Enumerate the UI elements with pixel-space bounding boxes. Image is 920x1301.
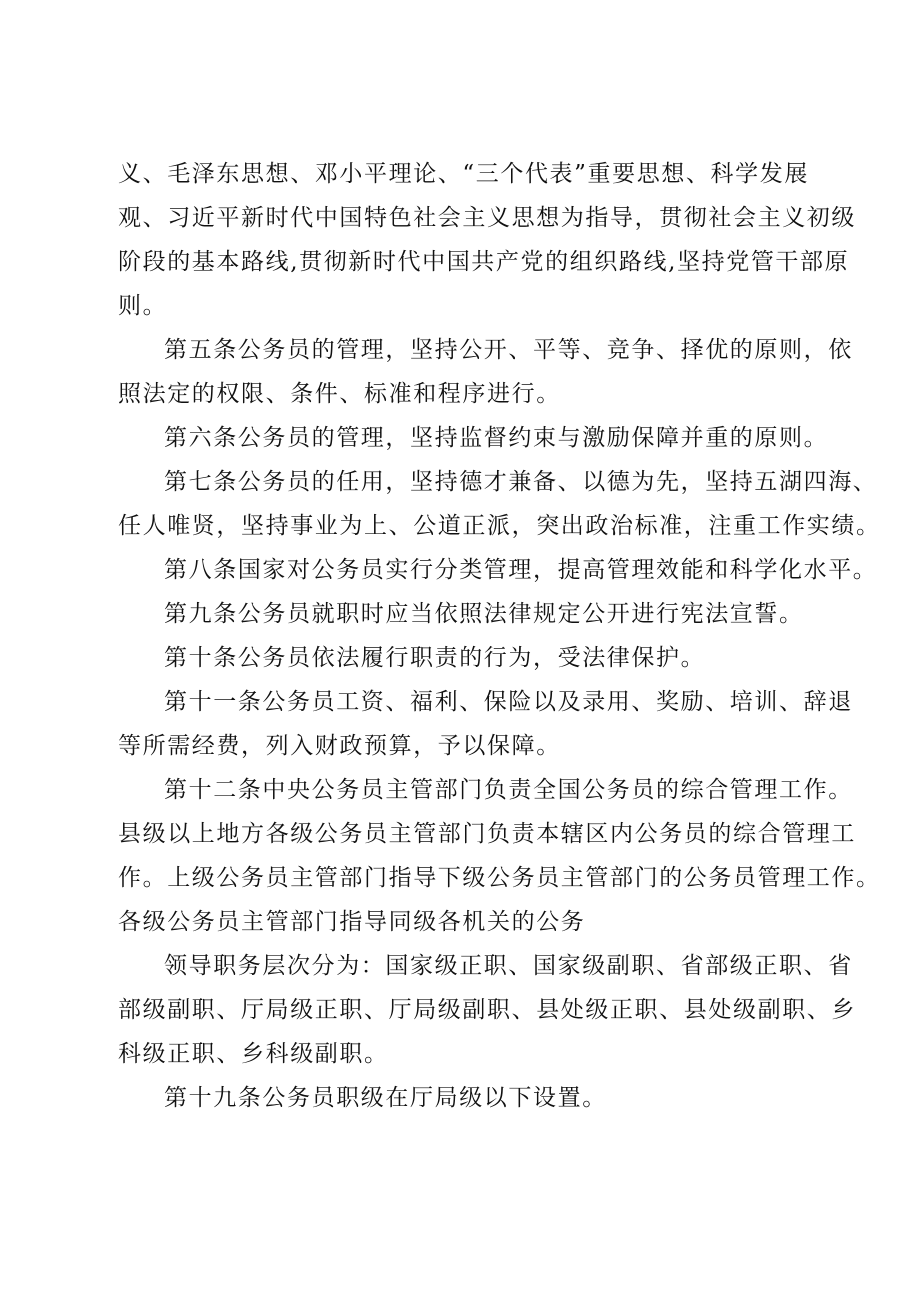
text-line: 等所需经费，列入财政预算，予以保障。 — [118, 733, 561, 759]
text-line: 领导职务层次分为：国家级正职、国家级副职、省部级正职、省 — [164, 953, 853, 979]
paragraph-article-11 — [118, 680, 853, 768]
text-line: 观、习近平新时代中国特色社会主义思想为指导，贯彻社会主义初级 — [118, 205, 856, 231]
text-line: 第七条公务员的任用，坚持德才兼备、以德为先，坚持五湖四海、 — [164, 469, 878, 495]
paragraph-article-19 — [118, 1076, 830, 1120]
paragraph-article-5 — [118, 328, 853, 416]
paragraph-article-9 — [118, 592, 830, 636]
paragraph-article-10 — [118, 636, 830, 680]
text-line: 科级正职、乡科级副职。 — [118, 1041, 389, 1067]
text-line: 第十九条公务员职级在厅局级以下设置。 — [164, 1085, 607, 1111]
text-line: 各级公务员主管部门指导同级各机关的公务 — [118, 909, 586, 935]
text-line: 部级副职、厅局级正职、厅局级副职、县处级正职、县处级副职、乡 — [118, 997, 856, 1023]
text-line: 第六条公务员的管理，坚持监督约束与激励保障并重的原则。 — [164, 425, 829, 451]
document-body — [118, 152, 881, 1120]
text-line: 第八条国家对公务员实行分类管理，提高管理效能和科学化水平。 — [164, 557, 878, 583]
text-line: 第十条公务员依法履行职责的行为，受法律保护。 — [164, 645, 706, 671]
paragraph-article-8 — [118, 548, 878, 592]
text-line: 义、毛泽东思想、邓小平理论、“三个代表”重要思想、科学发展 — [118, 161, 809, 187]
text-line: 阶段的基本路线,贯彻新时代中国共产党的组织路线,坚持党管干部原 — [118, 249, 850, 275]
text-line: 照法定的权限、条件、标准和程序进行。 — [118, 381, 561, 407]
text-line: 第十一条公务员工资、福利、保险以及录用、奖励、培训、辞退 — [164, 689, 853, 715]
paragraph-leadership-levels — [118, 944, 856, 1076]
text-line: 第五条公务员的管理，坚持公开、平等、竞争、择优的原则，依 — [164, 337, 853, 363]
text-line: 第十二条中央公务员主管部门负责全国公务员的综合管理工作。 — [164, 777, 853, 803]
paragraph-guiding-thought — [118, 152, 856, 328]
text-line: 县级以上地方各级公务员主管部门负责本辖区内公务员的综合管理工 — [118, 821, 856, 847]
text-line: 则。 — [118, 293, 168, 319]
text-line: 作。上级公务员主管部门指导下级公务员主管部门的公务员管理工作。 — [118, 865, 881, 891]
paragraph-article-7 — [118, 460, 881, 548]
text-line: 第九条公务员就职时应当依照法律规定公开进行宪法宣誓。 — [164, 601, 804, 627]
paragraph-article-12 — [118, 768, 881, 944]
paragraph-article-6 — [118, 416, 830, 460]
text-line: 任人唯贤，坚持事业为上、公道正派，突出政治标准，注重工作实绩。 — [118, 513, 881, 539]
